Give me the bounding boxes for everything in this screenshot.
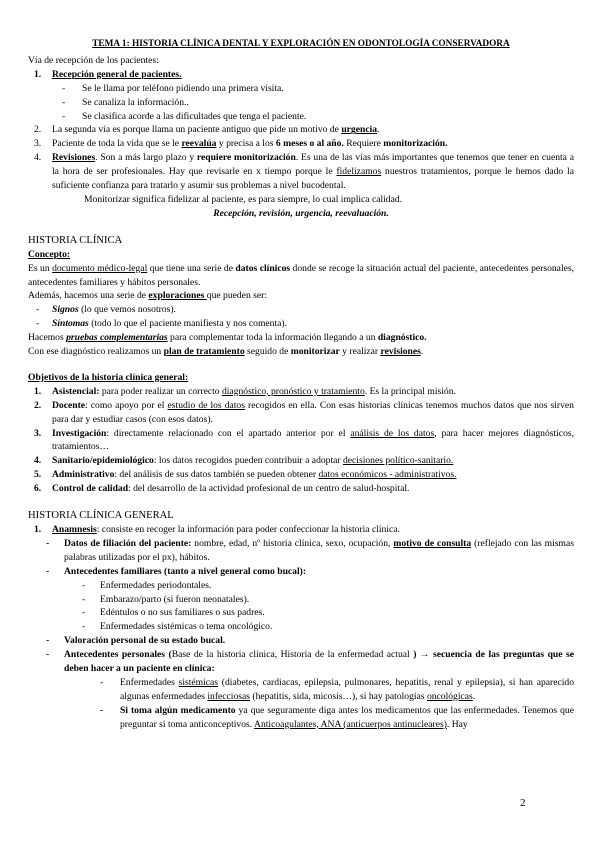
list-item: - Si toma algún medicamento ya que seguramente diga antes los medicamentos que las enfermedades. Tenemos que preguntar si toma anticonceptivos. Anticoagulantes, ANA (anticuerpos antinucleares). Hay xyxy=(100,704,574,730)
list-item: - Datos de filiación del paciente: nombre, edad, nº historia clínica, sexo, ocupación, motivo de consulta (reflejado con las mismas palabras utilizadas por el px), hábitos. xyxy=(46,537,574,563)
list-item: 2. Docente: como apoyo por el estudio de los datos recogidos en ella. Con esas historias clínicas tenemos muchos datos que nos sirven para dar y estudiar casos (con esos datos). xyxy=(34,399,574,425)
list-item: 4. Revisiones. Son a más largo plazo y requiere monitorización. Es una de las vías más importantes que tenemos que tener en cuenta a la hora de ser profesionales. Hay que revisarle en x tiempo porque le fidelizamos nuestros tratamientos, porque le hemos dado la suficiente confianza para tratarlo y asumir sus problemas a nivel bucodental. xyxy=(34,152,574,192)
list-item: 5. Administrativo: del análisis de sus datos también se pueden obtener datos económicos - administrativos. xyxy=(34,469,457,481)
list-item: - Embarazo/parto (si fueron neonatales). xyxy=(82,593,250,605)
section-heading: Recepción general de pacientes. xyxy=(52,68,182,80)
subsection-title: Concepto: xyxy=(28,248,71,260)
list-item: 1. Anamnesis: consiste en recoger la información para poder confeccionar la historia clínica. xyxy=(34,524,400,535)
paragraph: Es un documento médico-legal que tiene una serie de datos clínicos donde se recoge la situación actual del paciente, antecedentes personales, antecedentes familiares y hábitos personales. xyxy=(28,262,574,288)
page-number: 2 xyxy=(520,797,526,809)
list-item: - Edéntulos o no sus familiares o sus padres. xyxy=(82,607,265,619)
list-item: - Antecedentes personales (Base de la historia clínica, Historia de la enfermedad actual ) → secuencia de las preguntas que se deben hacer a un paciente en clínica: xyxy=(46,649,574,675)
list-item: - Se clasifica acorde a las dificultades que tenga el paciente. xyxy=(62,110,307,122)
document-page xyxy=(28,38,574,732)
list-item: 4. Sanitario/epidemiológico: los datos recogidos pueden contribuir a adoptar decisiones político-sanitario. xyxy=(34,455,454,467)
page-title: TEMA 1: HISTORIA CLÍNICA DENTAL Y EXPLORACIÓN EN ODONTOLOGÍA CONSERVADORA xyxy=(92,39,510,49)
list-item: 1. Recepción general de pacientes. xyxy=(34,68,182,80)
section-title: HISTORIA CLÍNICA xyxy=(28,234,123,246)
section-title: HISTORIA CLÍNICA GENERAL xyxy=(28,510,174,522)
list-item: - Enfermedades periodontales. xyxy=(82,579,212,591)
subsection-title: Objetivos de la historia clínica general: xyxy=(28,371,189,383)
summary-text: Recepción, revisión, urgencia, reevaluación. xyxy=(213,207,389,219)
list-item: - Síntomas (todo lo que el paciente manifiesta y nos comenta). xyxy=(36,318,288,330)
list-item: 2. La segunda vía es porque llama un paciente antiguo que pide un motivo de urgencia. xyxy=(34,124,380,136)
paragraph: Hacemos pruebas complementarias para complementar toda la información llegando a un diagnóstico. xyxy=(28,332,427,344)
list-item: - Valoración personal de su estado bucal. xyxy=(46,635,226,647)
list-item: 3. Investigación: directamente relacionado con el apartado anterior por el análisis de los datos, para hacer mejores diagnósticos, tratamientos… xyxy=(34,427,574,453)
list-item: - Enfermedades sistémicas o tema oncológico. xyxy=(82,621,273,633)
list-item: 6. Control de calidad: del desarrollo de la actividad profesional de un centro de salud-hospital. xyxy=(34,483,410,495)
list-item: - Antecedentes familiares (tanto a nivel general como bucal): xyxy=(46,565,307,577)
intro-text: Vía de recepción de los pacientes: xyxy=(28,54,159,66)
list-item: - Enfermedades sistémicas (diabetes, cardiacas, epilepsia, pulmonares, hepatitis, renal y epilepsia), si han aparecido algunas enfermedades infecciosas (hepatitis, sida, micosis…), si hay patologías oncológicas. xyxy=(100,676,574,702)
paragraph: Con ese diagnóstico realizamos un plan de tratamiento seguido de monitorizar y realizar revisiones. xyxy=(28,346,424,358)
list-item: 1. Asistencial: para poder realizar un correcto diagnóstico, pronóstico y tratamiento. Es la principal misión. xyxy=(34,385,456,397)
note-text: Monitorizar significa fidelizar al paciente, es para siempre, lo cual implica calidad. xyxy=(84,193,403,205)
list-item: - Signos (lo que vemos nosotros). xyxy=(36,304,176,316)
list-item: 3. Paciente de toda la vida que se le reevalúa y precisa a los 6 meses o al año. Requiere monitorización. xyxy=(34,138,448,150)
paragraph: Además, hacemos una serie de exploraciones que pueden ser: xyxy=(28,290,267,302)
list-item: - Se le llama por teléfono pidiendo una primera visita. xyxy=(62,82,284,94)
list-item: - Se canaliza la información.. xyxy=(62,96,189,108)
